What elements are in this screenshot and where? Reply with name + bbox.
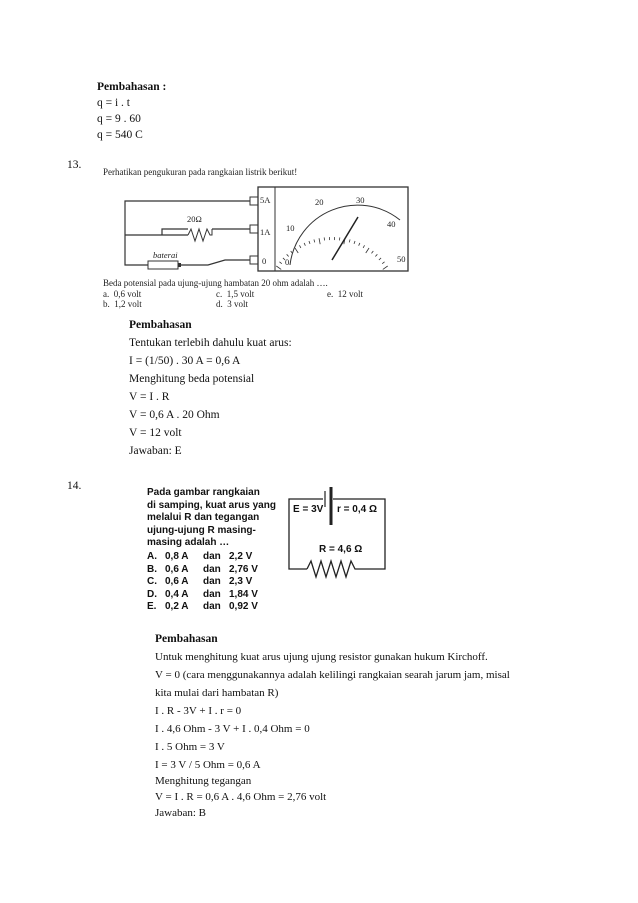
q13-instruction: Perhatikan pengukuran pada rangkaian listrik berikut! [103,167,298,177]
battery-label: baterai [153,250,178,260]
answer-line: Jawaban: E [129,445,182,457]
q14-question-text [147,487,276,550]
scale-tick-label: 0 [285,257,290,267]
solution-line: Untuk menghitung kuat arus ujung ujung resistor gunakan hukum Kirchoff. [155,651,488,663]
question-line: ujung-ujung R masing- [147,524,256,536]
battery-icon [148,261,178,269]
solution-line: I . 4,6 Ohm - 3 V + I . 0,4 Ohm = 0 [155,723,310,735]
scale-tick-label: 50 [397,254,406,264]
solution-line: V = I . R = 0,6 A . 4,6 Ohm = 2,76 volt [155,791,327,803]
scale-tick-label: 10 [286,223,295,233]
formula-line: q = 9 . 60 [97,113,141,125]
scale-tick-label: 40 [387,219,396,229]
q14-option-d: D. 0,4 A dan 1,84 V [147,588,258,600]
formula-line: q = 540 C [97,129,143,141]
option-text: 12 volt [337,289,364,299]
formula-line: q = i . t [97,97,131,109]
solution-line: V = 0 (cara menggunakannya adalah kelilingi rangkaian searah jarum jam, misal [155,669,510,681]
option-text: 1,5 volt [226,289,255,299]
q14-option-c: C. 0,6 A dan 2,3 V [147,576,253,587]
q13-option-b [103,299,142,309]
solution-line: I . R - 3V + I . r = 0 [155,705,242,717]
q13-option-c [216,289,254,299]
solution-line: Tentukan terlebih dahulu kuat arus: [129,337,292,349]
emf-label: E = 3V [293,504,324,515]
solution-line: I . 5 Ohm = 3 V [155,741,225,753]
question-line: masing adalah … [147,537,230,548]
option-text: 0,6 volt [113,289,142,299]
scale-tick-label: 30 [356,195,365,205]
question-line: Pada gambar rangkaian [147,487,260,498]
q14-option-a: A. 0,8 A dan 2,2 V [147,551,253,562]
terminal-0 [250,256,258,264]
option-letter: d. [216,299,223,309]
answer-line: Jawaban: B [155,807,207,819]
solution-line: V = 0,6 A . 20 Ohm [129,409,220,421]
solution-line: kita mulai dari hambatan R) [155,687,279,699]
question-line: melalui R dan tegangan [147,512,260,523]
q13-question-text: Beda potensial pada ujung-ujung hambatan 20 ohm adalah …. [103,278,328,288]
resistor-label: 20Ω [187,214,202,224]
terminal-label-5a: 5A [260,195,271,205]
question-number-13: 13. [67,159,82,171]
option-text: 1,2 volt [114,299,142,309]
question-number-14: 14. [67,480,82,492]
internal-resistance-label: r = 0,4 Ω [337,504,377,515]
q13-figure [100,165,420,315]
resistor-label: R = 4,6 Ω [319,544,363,555]
terminal-1a [250,225,258,233]
option-letter: b. [103,299,110,309]
terminal-5a [250,197,258,205]
scale-tick-label: 20 [315,197,324,207]
question-line: di samping, kuat arus yang [147,499,276,511]
q13-option-d [216,299,248,309]
pembahasan-heading-14: Pembahasan [155,633,218,645]
pembahasan-heading-13: Pembahasan [129,319,192,331]
option-letter: c. [216,289,223,299]
terminal-label-0: 0 [262,256,267,266]
solution-line: I = 3 V / 5 Ohm = 0,6 A [155,759,261,771]
q13-option-a [103,289,141,299]
solution-line: Menghitung tegangan [155,775,252,787]
solution-line: V = 12 volt [129,427,182,439]
option-text: 3 volt [227,299,249,309]
solution-line: I = (1/50) . 30 A = 0,6 A [129,355,241,367]
q13-option-e [327,289,363,299]
solution-line: Menghitung beda potensial [129,373,255,385]
option-letter: e. [327,289,334,299]
pembahasan-heading-12: Pembahasan : [97,81,167,93]
q14-option-e: E. 0,2 A dan 0,92 V [147,601,258,612]
option-letter: a. [103,289,110,299]
q14-options [147,551,258,614]
terminal-label-1a: 1A [260,227,271,237]
solution-line: V = I . R [129,391,170,403]
q14-circuit-diagram [285,487,390,587]
circuit-ammeter-diagram [100,165,420,280]
q14-option-b: B. 0,6 A dan 2,76 V [147,563,258,575]
resistor-icon [307,561,357,577]
